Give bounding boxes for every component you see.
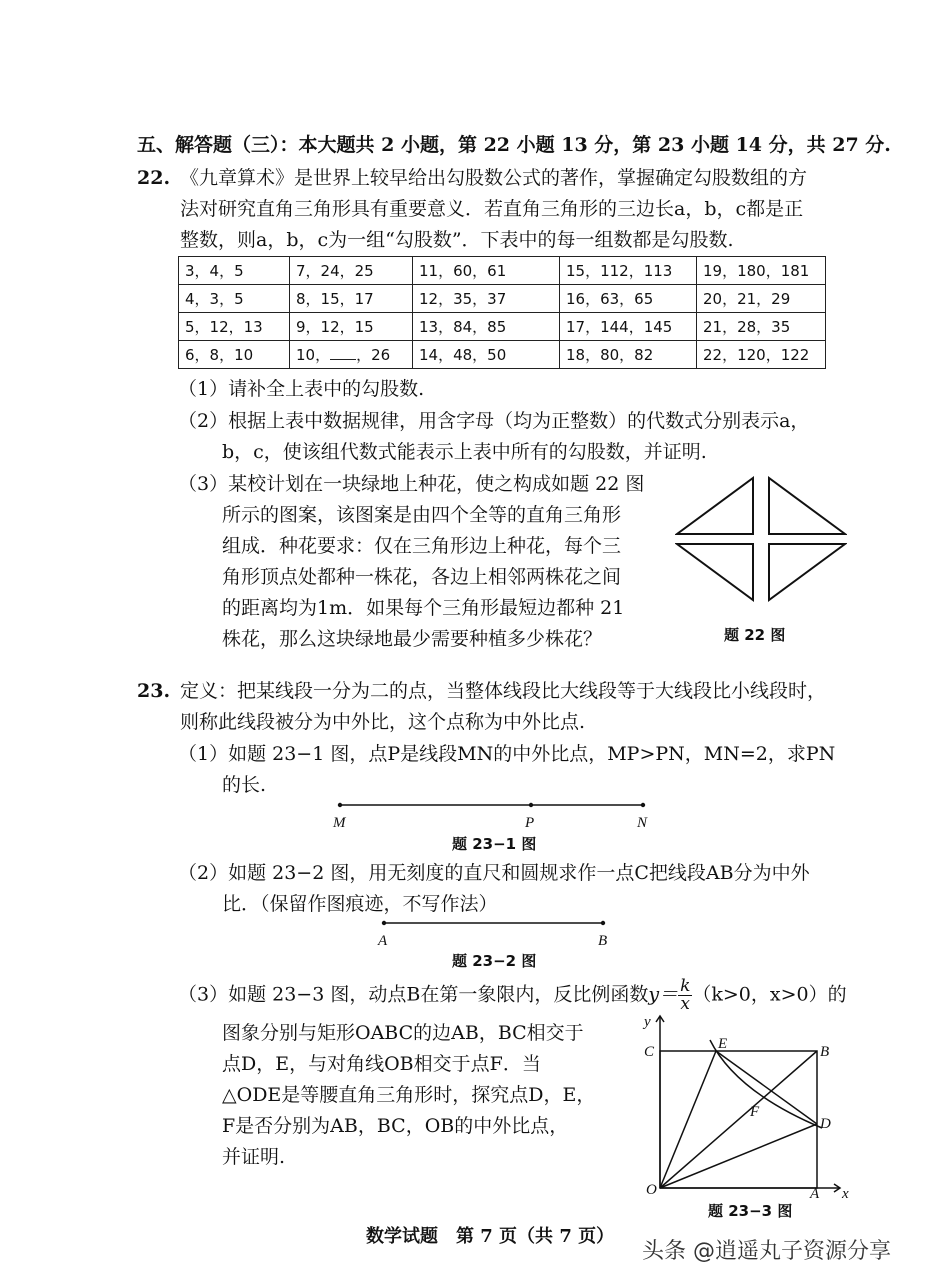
- q23-definition-line-1: 定义：把某线段一分为二的点，当整体线段比大线段等于大线段比小线段时，: [180, 680, 827, 702]
- table-cell: 18，80，82: [560, 341, 697, 369]
- table-cell: 22，120，122: [697, 341, 826, 369]
- answer-blank: [330, 347, 356, 360]
- table-cell: 8，15，17: [290, 285, 413, 313]
- pythagorean-table: [178, 256, 826, 369]
- q23-part3-line-5: 并证明.: [222, 1146, 286, 1168]
- q23-part3-line-3: △ODE是等腰直角三角形时，探究点D，E，: [222, 1084, 596, 1106]
- fraction-numerator: k: [680, 976, 691, 996]
- q23-part3-suffix: （k>0，x>0）的: [692, 983, 847, 1006]
- table-cell: 12，35，37: [413, 285, 560, 313]
- table-cell: 20，21，29: [697, 285, 826, 313]
- table-cell: 17，144，145: [560, 313, 697, 341]
- q22-intro-line-2: 法对研究直角三角形具有重要意义．若直角三角形的三边长a，b，c都是正: [180, 198, 804, 220]
- triangle-bottom-left: [677, 544, 753, 600]
- table-cell: 16，63，65: [560, 285, 697, 313]
- q22-part2-line-1: （2）根据上表中数据规律，用含字母（均为正整数）的代数式分别表示a，: [178, 410, 810, 432]
- table-cell: 9，12，15: [290, 313, 413, 341]
- label-c: C: [644, 1044, 655, 1060]
- blank-cell-right: ，26: [356, 346, 391, 364]
- segment-oe: [660, 1051, 716, 1188]
- table-cell: 11，60，61: [413, 257, 560, 285]
- q23-part3-prefix-line: [178, 978, 847, 1013]
- figure-23-1-caption: 题 23−1 图: [452, 835, 537, 853]
- diagonal-ob: [660, 1051, 817, 1188]
- label-a: A: [378, 933, 388, 949]
- q23-part3-line-4: F是否分别为AB，BC，OB的中外比点，: [222, 1115, 569, 1137]
- q23-part2-line-1: （2）如题 23−2 图，用无刻度的直尺和圆规求作一点C把线段AB分为中外: [178, 862, 810, 884]
- table-row: [179, 313, 826, 341]
- figure-23-3-caption: 题 23−3 图: [708, 1202, 793, 1220]
- section-header: 五、解答题（三）：本大题共 2 小题，第 22 小题 13 分，第 23 小题 14 分，共 27 分.: [137, 134, 891, 156]
- q22-part3-line-2: 所示的图案，该图案是由四个全等的直角三角形: [222, 504, 622, 526]
- q22-intro-line-3: 整数，则a，b，c为一组“勾股数”．下表中的每一组数都是勾股数.: [180, 229, 734, 251]
- figure-23-2-caption: 题 23−2 图: [452, 952, 537, 970]
- watermark-text: 头条 @逍遥丸子资源分享: [642, 1239, 891, 1264]
- table-row: [179, 341, 826, 369]
- page-footer: 数学试题 第 7 页（共 7 页）: [366, 1226, 615, 1247]
- q23-part3-prefix: （3）如题 23−3 图，动点B在第一象限内，反比例函数: [178, 983, 649, 1006]
- q22-part3-line-5: 的距离均为1m．如果每个三角形最短边都种 21: [222, 597, 625, 619]
- label-x: x: [842, 1186, 849, 1202]
- label-p: P: [525, 815, 535, 831]
- q22-number: 22.: [137, 167, 171, 189]
- table-cell: 5，12，13: [179, 313, 290, 341]
- table-cell: 7，24，25: [290, 257, 413, 285]
- figure-22-diagram: [675, 474, 847, 604]
- fraction-denominator: x: [680, 994, 691, 1014]
- q23-definition-line-2: 则称此线段被分为中外比，这个点称为中外比点.: [180, 711, 586, 733]
- label-b: B: [820, 1044, 830, 1060]
- table-cell-blank: [290, 341, 413, 369]
- table-cell: 14，48，50: [413, 341, 560, 369]
- point-p: [529, 803, 533, 807]
- fraction-k-over-x: [678, 978, 692, 1013]
- table-cell: 3，4，5: [179, 257, 290, 285]
- q23-number: 23.: [137, 680, 171, 702]
- q22-part1: （1）请补全上表中的勾股数.: [178, 378, 425, 400]
- q22-part3-line-1: （3）某校计划在一块绿地上种花，使之构成如题 22 图: [178, 473, 645, 495]
- triangle-top-right: [769, 478, 845, 534]
- q22-part3-line-3: 组成．种花要求：仅在三角形边上种花，每个三: [222, 535, 622, 557]
- point-b: [601, 921, 605, 925]
- q22-intro-line-1: 《九章算术》是世界上较早给出勾股数公式的著作，掌握确定勾股数组的方: [180, 167, 808, 189]
- label-n: N: [637, 815, 648, 831]
- segment-od: [660, 1124, 817, 1188]
- q22-part2-line-2: b，c，使该组代数式能表示上表中所有的勾股数，并证明.: [222, 441, 707, 463]
- triangle-top-left: [677, 478, 753, 534]
- figure-23-1-diagram: [325, 795, 665, 835]
- point-m: [338, 803, 342, 807]
- q23-part1-line-1: （1）如题 23−1 图，点P是线段MN的中外比点，MP>PN，MN=2，求PN: [178, 743, 836, 765]
- table-cell: 19，180，181: [697, 257, 826, 285]
- q23-part3-line-2: 点D，E，与对角线OB相交于点F．当: [222, 1053, 541, 1075]
- q23-part3-line-1: 图象分别与矩形OABC的边AB，BC相交于: [222, 1022, 584, 1044]
- point-a: [382, 921, 386, 925]
- table-cell: 15，112，113: [560, 257, 697, 285]
- figure-22-caption: 题 22 图: [724, 626, 786, 644]
- figure-23-2-diagram: [370, 915, 620, 951]
- table-cell: 4，3，5: [179, 285, 290, 313]
- label-d: D: [820, 1116, 831, 1132]
- q22-part3-line-4: 角形顶点处都种一株花，各边上相邻两株花之间: [222, 566, 622, 588]
- segment-de: [716, 1051, 817, 1124]
- point-n: [641, 803, 645, 807]
- table-cell: 21，28，35: [697, 313, 826, 341]
- q22-part3-line-6: 株花，那么这块绿地最少需要种植多少株花？: [222, 628, 603, 650]
- triangle-bottom-right: [769, 544, 845, 600]
- q23-part1-line-2: 的长.: [222, 774, 267, 796]
- label-a: A: [810, 1186, 820, 1202]
- label-m: M: [333, 815, 346, 831]
- table-row: [179, 257, 826, 285]
- label-f: F: [750, 1104, 760, 1120]
- q23-part2-line-2: 比．（保留作图痕迹，不写作法）: [222, 893, 498, 915]
- table-cell: 6，8，10: [179, 341, 290, 369]
- blank-cell-left: 10，: [296, 346, 331, 364]
- label-b: B: [598, 933, 608, 949]
- table-cell: 13，84，85: [413, 313, 560, 341]
- label-o: O: [646, 1182, 657, 1198]
- label-y: y: [644, 1014, 651, 1030]
- function-y: y＝: [648, 983, 679, 1006]
- table-row: [179, 285, 826, 313]
- figure-23-3-diagram: [630, 1010, 860, 1202]
- label-e: E: [718, 1036, 728, 1052]
